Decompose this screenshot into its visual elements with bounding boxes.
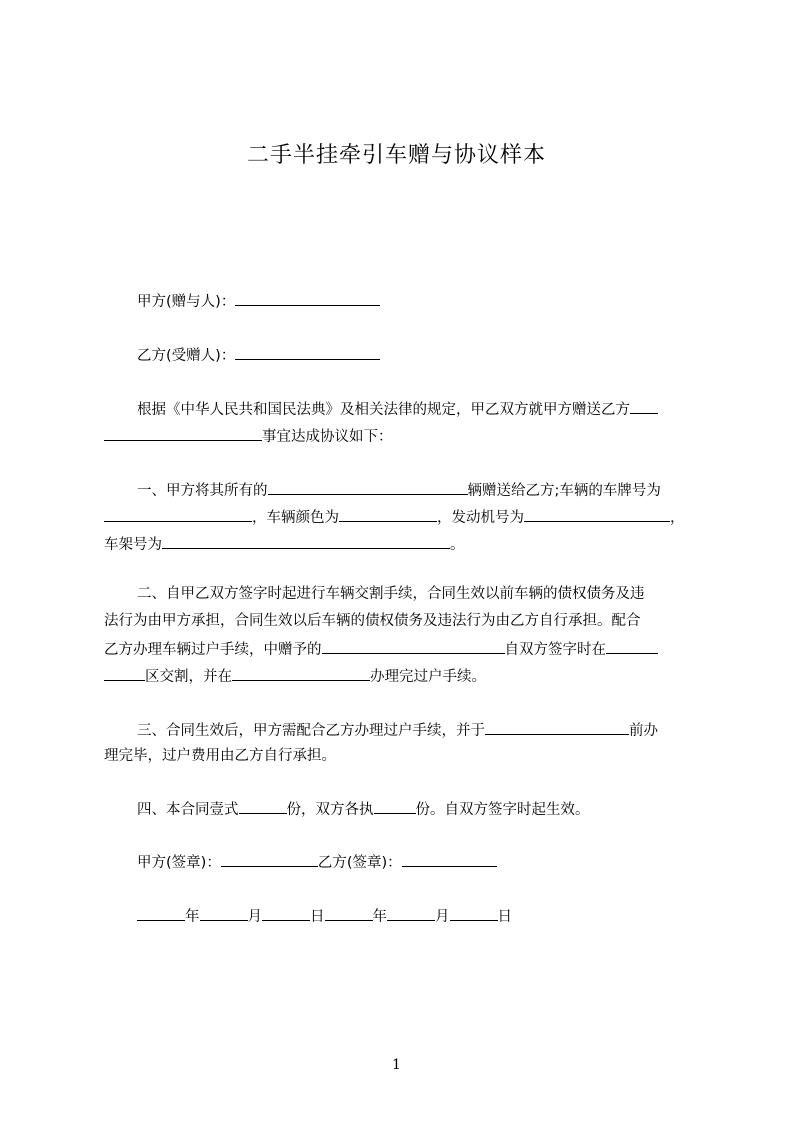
clause-1-text-b: 辆赠送给乙方;车辆的车牌号为 bbox=[467, 483, 661, 499]
party-a-signature-label: 甲方(签章)： bbox=[137, 855, 221, 871]
party-b-signature-label: 乙方(签章)： bbox=[317, 855, 402, 871]
clause-4-line bbox=[137, 798, 590, 820]
year-label: 年 bbox=[185, 909, 200, 925]
year-label: 年 bbox=[372, 909, 387, 925]
handover-place-blank-b[interactable] bbox=[104, 665, 145, 681]
page-number: 1 bbox=[392, 1057, 401, 1073]
clause-1-text-g: 。 bbox=[450, 537, 465, 553]
clause-4-text-b: 份，双方各执 bbox=[286, 802, 374, 818]
party-a-blank[interactable] bbox=[235, 290, 380, 306]
clause-1-text-e: ， bbox=[670, 510, 685, 526]
plate-number-blank[interactable] bbox=[104, 506, 252, 522]
signature-line bbox=[137, 851, 497, 873]
clause-1-line-2 bbox=[104, 506, 685, 528]
party-b-signature-blank[interactable] bbox=[402, 851, 497, 867]
clause-2-line-1 bbox=[137, 584, 645, 604]
engine-number-blank[interactable] bbox=[524, 506, 670, 522]
party-b-year-blank[interactable] bbox=[325, 905, 373, 921]
clause-2-text-2: 法行为由甲方承担，合同生效以后车辆的债权债务及违法行为由乙方自行承担。配合 bbox=[104, 613, 641, 629]
party-a-day-blank[interactable] bbox=[262, 905, 310, 921]
clause-1-line-1 bbox=[137, 479, 661, 501]
party-a-month-blank[interactable] bbox=[200, 905, 248, 921]
day-label: 日 bbox=[310, 909, 325, 925]
party-a-label: 甲方(赠与人)： bbox=[137, 294, 236, 310]
clause-3-text-2: 理完毕，过户费用由乙方自行承担。 bbox=[104, 748, 336, 764]
vin-blank[interactable] bbox=[162, 533, 450, 549]
copies-each-blank[interactable] bbox=[374, 798, 416, 814]
clause-1-line-3 bbox=[104, 533, 465, 555]
gift-item-blank-a[interactable] bbox=[630, 398, 658, 414]
party-b-label: 乙方(受赠人)： bbox=[137, 348, 236, 364]
preamble-line-2 bbox=[104, 425, 393, 447]
clause-3-line-1 bbox=[137, 719, 658, 741]
party-b-month-blank[interactable] bbox=[387, 905, 435, 921]
clause-4-text-c: 份。自双方签字时起生效。 bbox=[415, 802, 590, 818]
transfer-deadline-blank[interactable] bbox=[485, 719, 629, 735]
preamble-line-1 bbox=[137, 398, 658, 420]
clause-1-text-a: 一、甲方将其所有的 bbox=[137, 483, 268, 499]
gift-object-blank[interactable] bbox=[322, 638, 505, 654]
party-a-line bbox=[137, 290, 380, 312]
vehicle-color-blank[interactable] bbox=[339, 506, 437, 522]
clause-4-text-a: 四、本合同壹式 bbox=[137, 802, 239, 818]
month-label: 月 bbox=[247, 909, 262, 925]
handover-place-blank-a[interactable] bbox=[606, 638, 658, 654]
gift-item-blank-b[interactable] bbox=[104, 425, 262, 441]
clause-3-line-2 bbox=[104, 746, 336, 766]
party-b-day-blank[interactable] bbox=[450, 905, 498, 921]
month-label: 月 bbox=[435, 909, 450, 925]
clause-1-text-d: ，发动机号为 bbox=[437, 510, 524, 526]
preamble-text-2: 事宜达成协议如下： bbox=[262, 429, 393, 445]
transfer-date-blank[interactable] bbox=[232, 665, 370, 681]
clause-2-line-3 bbox=[104, 638, 658, 660]
preamble-text-1: 根据《中华人民共和国民法典》及相关法律的规定，甲乙双方就甲方赠送乙方 bbox=[137, 402, 630, 418]
vehicle-name-blank[interactable] bbox=[268, 479, 468, 495]
clause-2-text-3b: 自双方签字时在 bbox=[504, 642, 606, 658]
party-a-year-blank[interactable] bbox=[137, 905, 185, 921]
clause-1-text-c: ，车辆颜色为 bbox=[252, 510, 339, 526]
day-label: 日 bbox=[497, 909, 512, 925]
clause-2-line-2 bbox=[104, 611, 641, 631]
copies-total-blank[interactable] bbox=[239, 798, 287, 814]
clause-2-line-4 bbox=[104, 665, 486, 687]
clause-2-text-4a: 区交割，并在 bbox=[145, 669, 232, 685]
party-b-line bbox=[137, 344, 380, 366]
clause-2-text-4b: 办理完过户手续。 bbox=[370, 669, 486, 685]
page-title: 二手半挂牵引车赠与协议样本 bbox=[246, 143, 546, 168]
clause-3-text-1a: 三、合同生效后，甲方需配合乙方办理过户手续，并于 bbox=[137, 723, 485, 739]
clause-3-text-1b: 前办 bbox=[629, 723, 658, 739]
party-b-blank[interactable] bbox=[235, 344, 380, 360]
clause-1-text-f: 车架号为 bbox=[104, 537, 162, 553]
date-line bbox=[137, 905, 512, 927]
clause-2-text-3a: 乙方办理车辆过户手续，中赠予的 bbox=[104, 642, 322, 658]
clause-2-text-1: 二、自甲乙双方签字时起进行车辆交割手续，合同生效以前车辆的债权债务及违 bbox=[137, 586, 645, 602]
party-a-signature-blank[interactable] bbox=[221, 851, 318, 867]
